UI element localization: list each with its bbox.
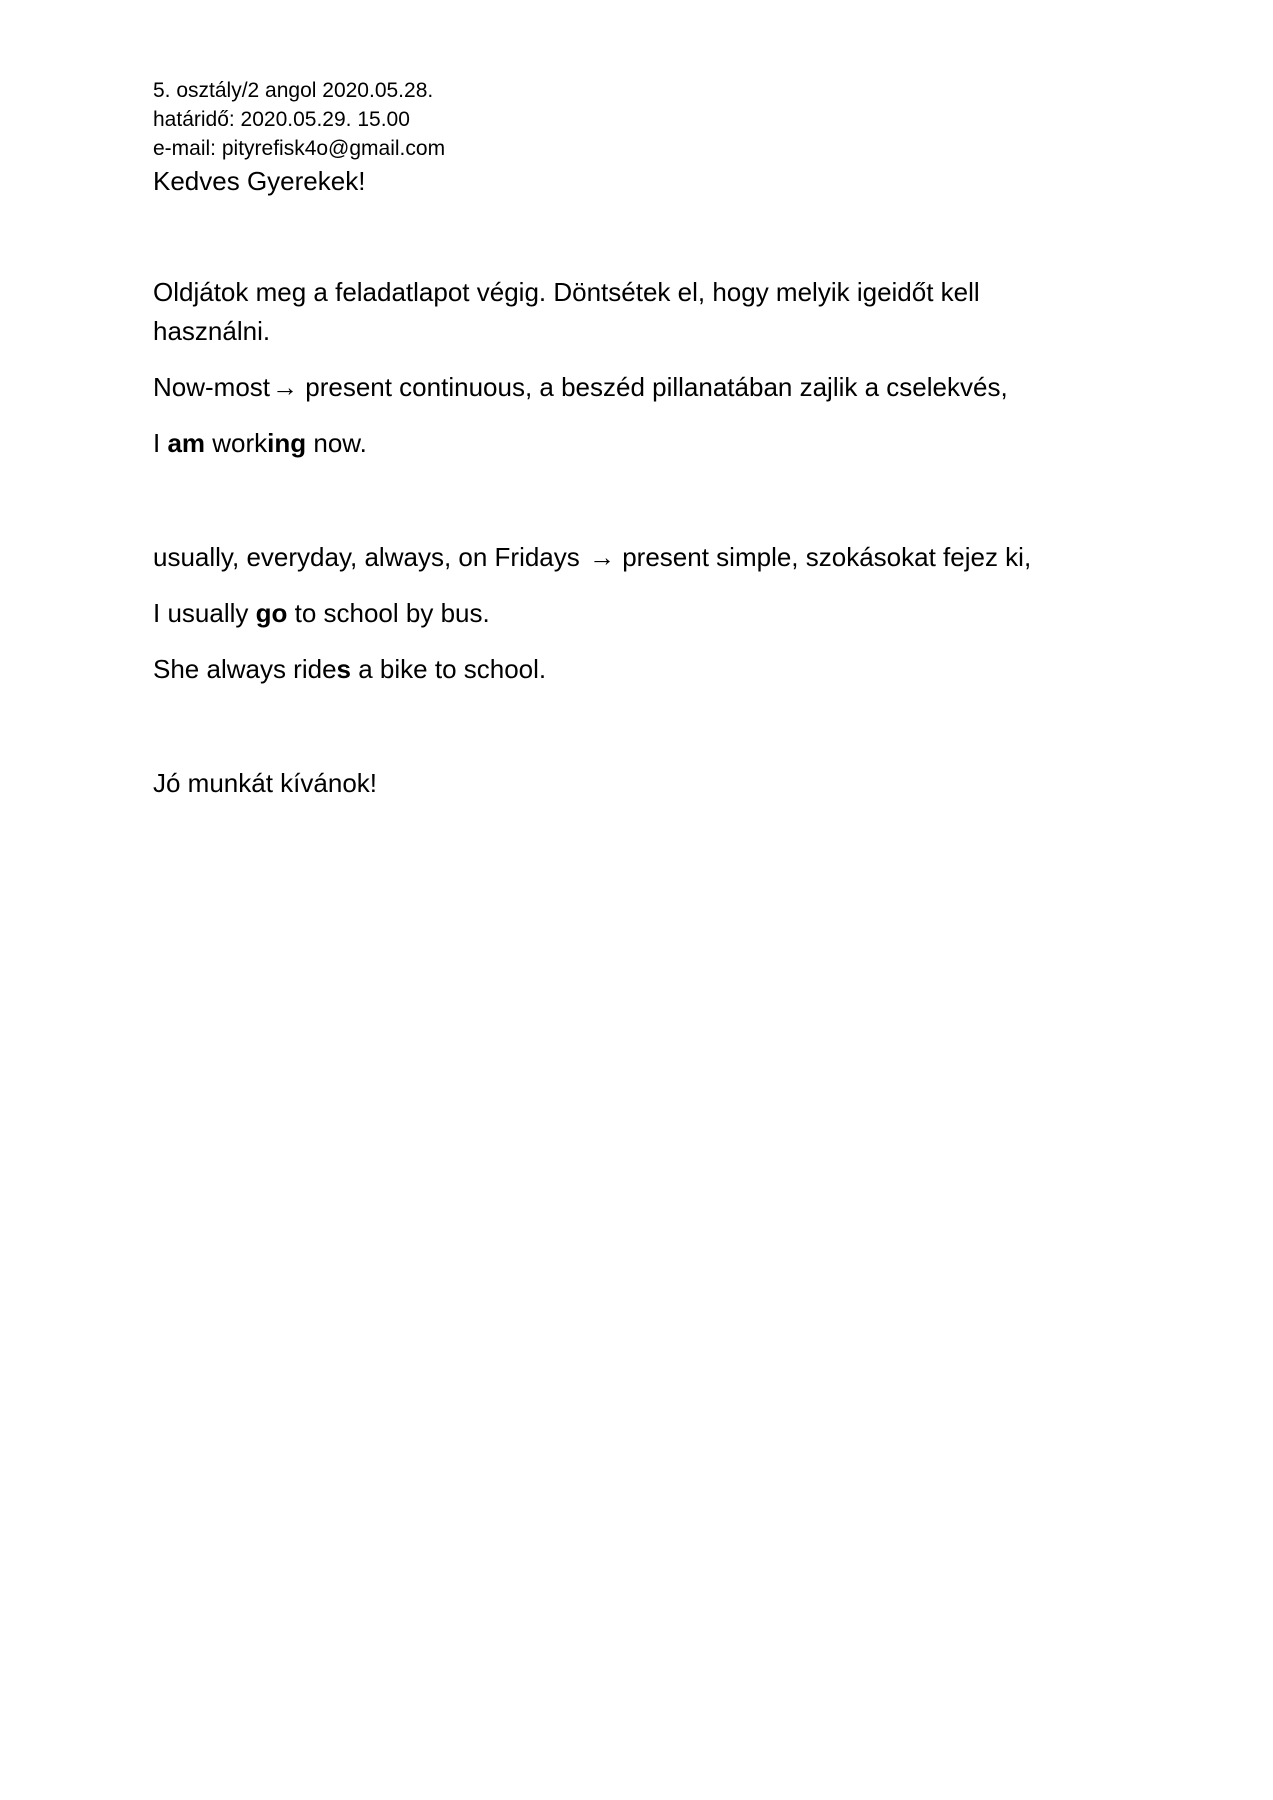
deadline-line: határidő: 2020.05.29. 15.00 bbox=[153, 108, 410, 131]
arrow-right-icon: → bbox=[589, 542, 615, 572]
greeting: Kedves Gyerekek! bbox=[153, 166, 366, 196]
now-rule bbox=[153, 368, 1113, 407]
habit-example-2 bbox=[153, 650, 1113, 689]
habit-example-1-text-2: to school by bus. bbox=[287, 598, 490, 628]
habit-rule-explanation: present simple, szokásokat fejez ki, bbox=[615, 542, 1032, 572]
habit-example-2-bold-s: s bbox=[336, 654, 352, 684]
now-example-bold-ing: ing bbox=[267, 428, 307, 458]
now-example-bold-am: am bbox=[167, 428, 206, 458]
document-body bbox=[153, 76, 1113, 803]
now-example bbox=[153, 424, 1113, 463]
instruction-intro: Oldjátok meg a feladatlapot végig. Döntsétek el, hogy melyik igeidőt kell használni. bbox=[153, 277, 980, 346]
now-example-text-1: I bbox=[153, 428, 168, 458]
now-rule-explanation: present continuous, a beszéd pillanatában zajlik a cselekvés, bbox=[298, 372, 1008, 402]
habit-rule-keywords: usually, everyday, always, on Fridays bbox=[153, 542, 587, 572]
habit-example-2-text-2: a bike to school. bbox=[351, 654, 547, 684]
email-line: e-mail: pityrefisk4o@gmail.com bbox=[153, 137, 446, 160]
habit-example-1-text-1: I usually bbox=[153, 598, 256, 628]
now-example-text-2: work bbox=[205, 428, 268, 458]
now-example-text-3: now. bbox=[306, 428, 367, 458]
arrow-right-icon: → bbox=[272, 372, 299, 402]
class-date-line: 5. osztály/2 angol 2020.05.28. bbox=[153, 79, 434, 102]
habit-example-1-bold-go: go bbox=[255, 598, 288, 628]
habit-example-2-text-1: She always ride bbox=[153, 654, 337, 684]
habit-example-1 bbox=[153, 594, 1113, 633]
habit-rule bbox=[153, 538, 1113, 577]
closing-line: Jó munkát kívánok! bbox=[153, 768, 377, 798]
now-rule-keywords: Now-most bbox=[153, 372, 271, 402]
